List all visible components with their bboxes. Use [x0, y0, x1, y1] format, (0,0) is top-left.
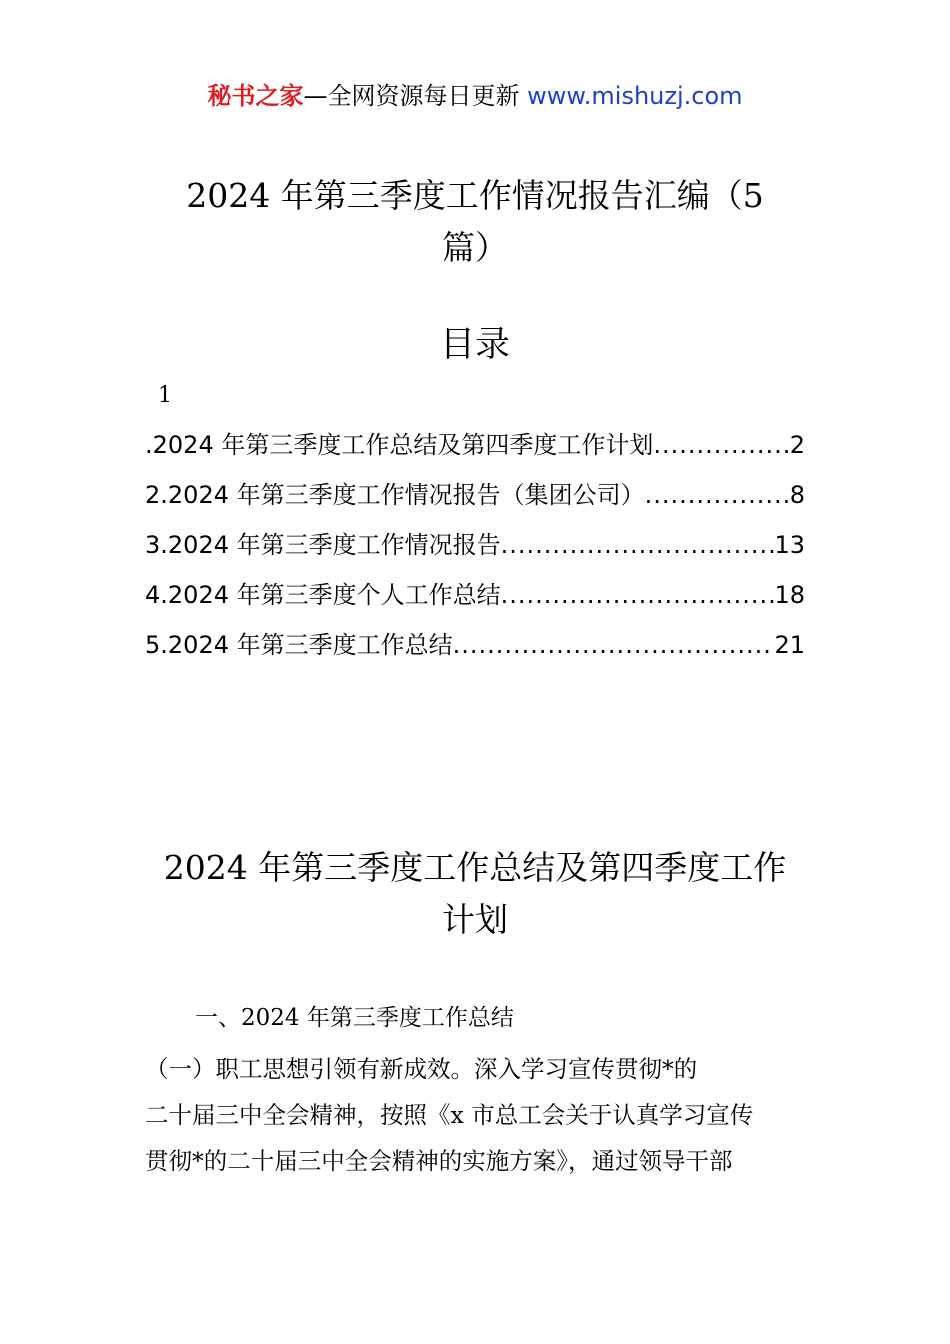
- toc-entry-page: 21: [774, 631, 805, 659]
- toc-entry-title: 2.2024 年第三季度工作情况报告（集团公司）: [145, 481, 645, 509]
- body-paragraph: [145, 1046, 807, 1184]
- toc-entry[interactable]: [145, 420, 805, 470]
- body-line: 贯彻*的二十届三中全会精神的实施方案》，通过领导干部: [145, 1147, 733, 1175]
- toc-entry[interactable]: [145, 470, 805, 520]
- toc-entry[interactable]: [145, 620, 805, 670]
- toc-entry-page: 18: [774, 581, 805, 609]
- toc-entry-page: 13: [774, 531, 805, 559]
- header-slogan: —全网资源每日更新: [303, 82, 520, 110]
- section-title-line-1: 2024 年第三季度工作总结及第四季度工作: [163, 848, 787, 887]
- toc-entry-page: 8: [789, 481, 805, 509]
- toc-entry-title: .2024 年第三季度工作总结及第四季度工作计划: [145, 431, 654, 459]
- toc-stray-number: 1: [158, 383, 172, 408]
- toc-leader-dots: [645, 470, 790, 520]
- section-title: [145, 842, 805, 946]
- document-title: [150, 170, 800, 274]
- toc-entry-title: 4.2024 年第三季度个人工作总结: [145, 581, 501, 609]
- toc-heading: 目录: [439, 325, 510, 365]
- section-subheading: 一、2024 年第三季度工作总结: [195, 1005, 514, 1031]
- body-line: 二十届三中全会精神，按照《x 市总工会关于认真学习宣传: [145, 1101, 754, 1129]
- document-title-line-1: 2024 年第三季度工作情况报告汇编（5: [186, 176, 764, 215]
- toc-entry[interactable]: [145, 570, 805, 620]
- section-title-line-2: 计划: [442, 900, 508, 939]
- brand-name: 秘书之家: [207, 82, 304, 110]
- toc-entry-title: 5.2024 年第三季度工作总结: [145, 631, 453, 659]
- site-header: [0, 78, 950, 114]
- document-title-line-2: 篇）: [442, 228, 508, 267]
- toc-entry[interactable]: [145, 520, 805, 570]
- toc-entry-title: 3.2024 年第三季度工作情况报告: [145, 531, 501, 559]
- body-line: （一）职工思想引领有新成效。深入学习宣传贯彻*的: [145, 1055, 698, 1083]
- toc-entry-page: 2: [789, 431, 805, 459]
- toc-leader-dots: [501, 570, 775, 620]
- toc-leader-dots: [453, 620, 775, 670]
- site-url-link[interactable]: www.mishuzj.com: [527, 82, 743, 110]
- toc-leader-dots: [653, 420, 789, 470]
- toc-leader-dots: [501, 520, 775, 570]
- table-of-contents: [145, 420, 805, 670]
